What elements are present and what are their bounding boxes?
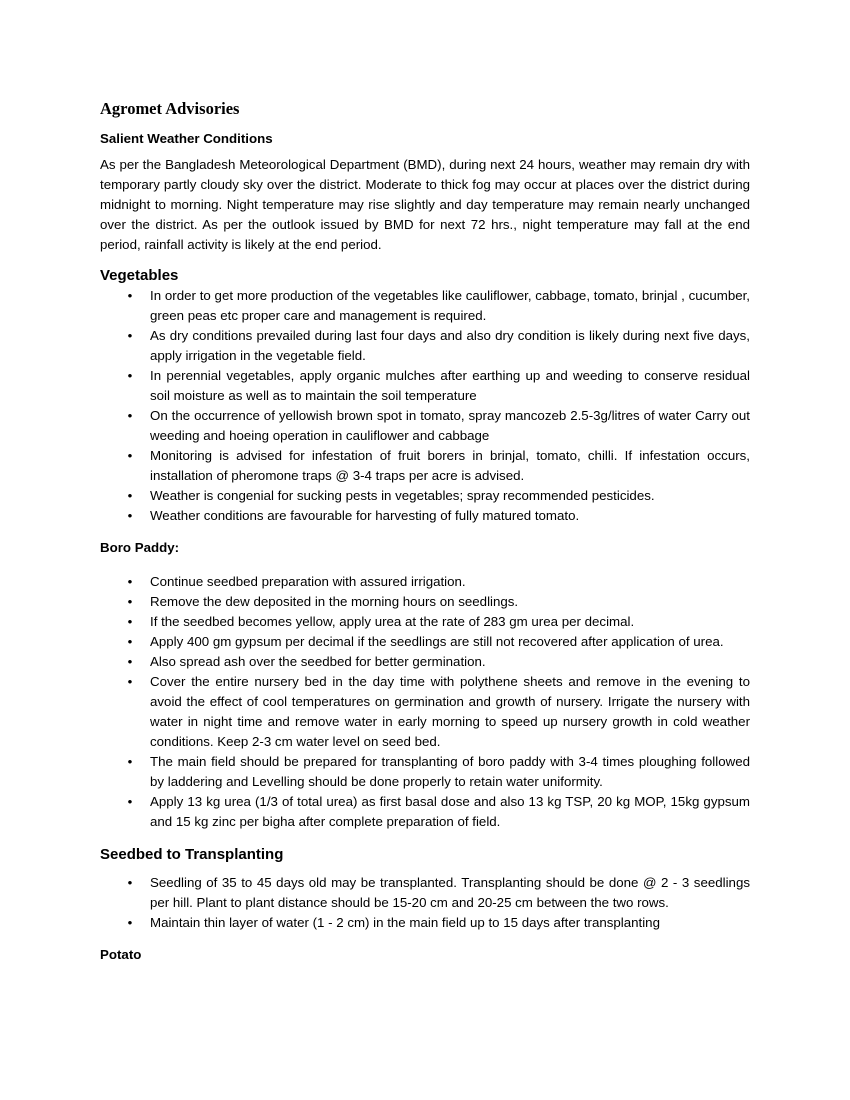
bullet-icon: • xyxy=(127,328,133,343)
document-page xyxy=(100,98,750,971)
boro-heading: Boro Paddy: xyxy=(100,540,180,555)
list-item: • On the occurrence of yellowish brown spot in tomato, spray mancozeb 2.5-3g/litres of water Carry out weeding and hoeing operation in cauliflower and cabbage xyxy=(100,406,750,446)
list-item: • Maintain thin layer of water (1 - 2 cm) in the main field up to 15 days after transplanting xyxy=(100,913,750,933)
list-item: • Weather is congenial for sucking pests in vegetables; spray recommended pesticides. xyxy=(100,486,750,506)
list-item: • As dry conditions prevailed during last four days and also dry condition is likely during next five days, apply irrigation in the vegetable field. xyxy=(100,326,750,366)
transplanting-list xyxy=(100,873,750,933)
bullet-icon: • xyxy=(127,594,133,609)
bullet-icon: • xyxy=(127,915,133,930)
bullet-icon: • xyxy=(127,488,133,503)
list-item: • Continue seedbed preparation with assured irrigation. xyxy=(100,572,750,592)
bullet-icon: • xyxy=(127,875,133,890)
vegetables-list xyxy=(100,286,750,526)
bullet-icon: • xyxy=(127,634,133,649)
list-item: • The main field should be prepared for transplanting of boro paddy with 3-4 times ploughing followed by laddering and Levelling should be done properly to retain water uniformity. xyxy=(100,752,750,792)
list-item: • Cover the entire nursery bed in the day time with polythene sheets and remove in the evening to avoid the effect of cool temperatures on germination and growth of nursery. Irrigate the nursery with water in night time and remove water in early morning to speed up nursery growth in cold weather conditions. Keep 2-3 cm water level on seed bed. xyxy=(100,672,750,752)
bullet-icon: • xyxy=(127,754,133,769)
bullet-icon: • xyxy=(127,448,133,463)
list-item: • If the seedbed becomes yellow, apply urea at the rate of 283 gm urea per decimal. xyxy=(100,612,750,632)
bullet-icon: • xyxy=(127,368,133,383)
bullet-icon: • xyxy=(127,574,133,589)
bullet-icon: • xyxy=(127,288,133,303)
list-item: • Also spread ash over the seedbed for better germination. xyxy=(100,652,750,672)
weather-paragraph: As per the Bangladesh Meteorological Department (BMD), during next 24 hours, weather may remain dry with temporary partly cloudy sky over the district. Moderate to thick fog may occur at places over the district during midnight to morning. Night temperature may rise slightly and day temperature may remain nearly unchanged over the district. As per the outlook issued by BMD for next 72 hrs., night temperature may fall at the end period, rainfall activity is likely at the end period. xyxy=(100,157,750,252)
bullet-icon: • xyxy=(127,408,133,423)
page-title: Agromet Advisories xyxy=(100,99,240,118)
list-item: • Apply 13 kg urea (1/3 of total urea) as first basal dose and also 13 kg TSP, 20 kg MOP, 15kg gypsum and 15 kg zinc per bigha after complete preparation of field. xyxy=(100,792,750,832)
transplanting-heading: Seedbed to Transplanting xyxy=(100,846,284,863)
list-item: • In order to get more production of the vegetables like cauliflower, cabbage, tomato, brinjal , cucumber, green peas etc proper care and management is required. xyxy=(100,286,750,326)
list-item: • Seedling of 35 to 45 days old may be transplanted. Transplanting should be done @ 2 - 3 seedlings per hill. Plant to plant distance should be 15-20 cm and 20-25 cm between the two rows. xyxy=(100,873,750,913)
boro-list xyxy=(100,572,750,832)
bullet-icon: • xyxy=(127,794,133,809)
list-item: • Weather conditions are favourable for harvesting of fully matured tomato. xyxy=(100,506,750,526)
weather-heading: Salient Weather Conditions xyxy=(100,131,273,146)
bullet-icon: • xyxy=(127,654,133,669)
list-item: • In perennial vegetables, apply organic mulches after earthing up and weeding to conserve residual soil moisture as well as to maintain the soil temperature xyxy=(100,366,750,406)
vegetables-heading: Vegetables xyxy=(100,267,179,284)
list-item: • Monitoring is advised for infestation of fruit borers in brinjal, tomato, chilli. If infestation occurs, installation of pheromone traps @ 3-4 traps per acre is advised. xyxy=(100,446,750,486)
potato-heading: Potato xyxy=(100,947,142,962)
list-item: • Apply 400 gm gypsum per decimal if the seedlings are still not recovered after application of urea. xyxy=(100,632,750,652)
bullet-icon: • xyxy=(127,674,133,689)
bullet-icon: • xyxy=(127,508,133,523)
bullet-icon: • xyxy=(127,614,133,629)
list-item: • Remove the dew deposited in the morning hours on seedlings. xyxy=(100,592,750,612)
